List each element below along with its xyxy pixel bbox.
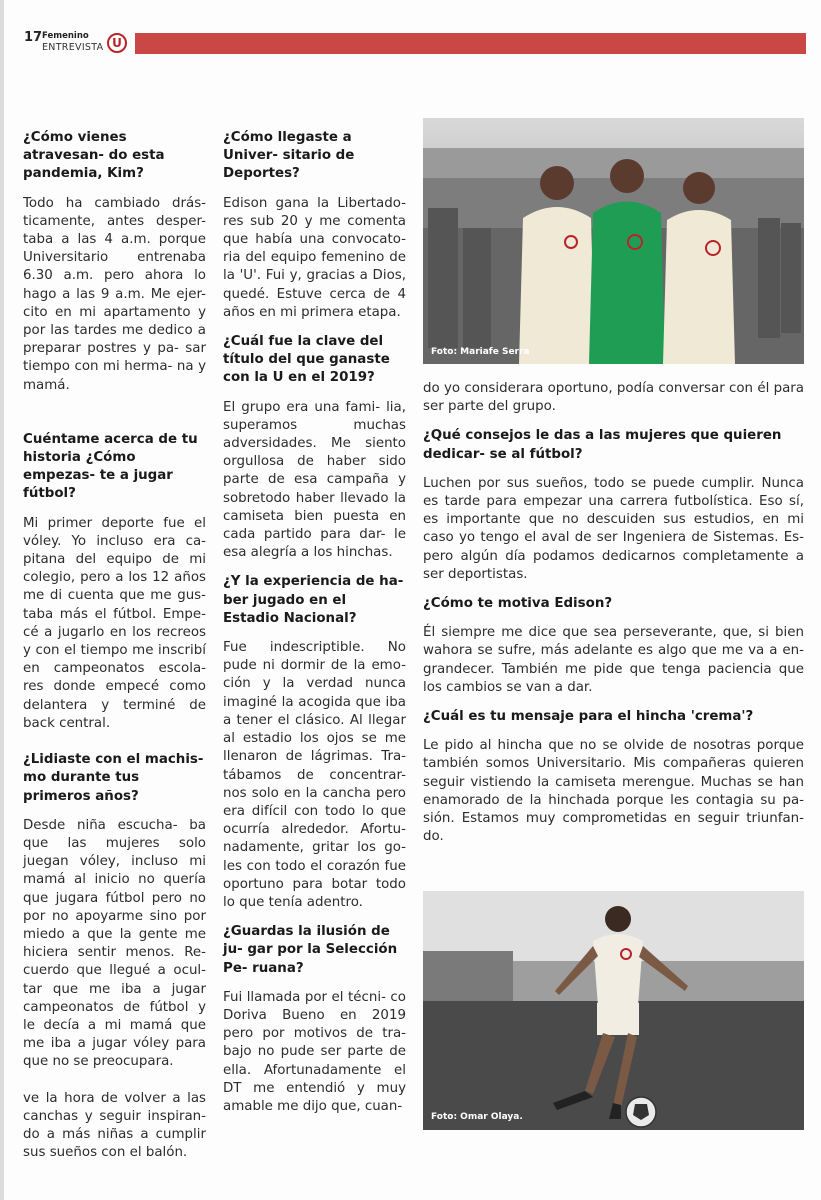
question-heading: ¿Cuál es tu mensaje para el hincha 'crema'? bbox=[423, 709, 754, 725]
column-1 bbox=[23, 129, 206, 1162]
club-logo-icon: U bbox=[107, 33, 127, 53]
photo-credit: Foto: Omar Olaya. bbox=[431, 1112, 523, 1122]
answer-paragraph: Todo ha cambiado drás- ticamente, antes desper- taba a las 4 a.m. porque Universitario entrenaba 6.30 a.m. pero ahora lo hago a las 9 a.m. Me ejer- cito en mi apartamento y por las tardes me dedico a preparar postres y pa- sar tiempo con mi herma- na y mamá. bbox=[23, 195, 206, 393]
section-label: Femenino bbox=[42, 31, 89, 41]
question-heading: ¿Lidiaste con el machis- mo durante tus primeros años? bbox=[23, 752, 204, 804]
answer-paragraph: ve la hora de volver a las canchas y seguir inspiran- do a más niñas a cumplir sus sueños con el balón. bbox=[23, 1090, 206, 1161]
answer-paragraph: El grupo era una fami- lia, superamos muchas adversidades. Me siento orgullosa de haber sido parte de esa campaña y sobretodo haber llevado la camiseta bien puesta en cada partido para dar- le esa alegría a los hinchas. bbox=[223, 399, 406, 561]
player-photo-image bbox=[423, 891, 804, 1130]
question-heading: ¿Qué consejos le das a las mujeres que quieren dedicar- se al fútbol? bbox=[423, 428, 782, 462]
question-heading: ¿Cuál fue la clave del título del que ganaste con la U en el 2019? bbox=[223, 334, 390, 386]
column-3 bbox=[423, 380, 804, 846]
answer-paragraph: Fue indescriptible. No pude ni dormir de la emo- ción y la verdad nunca imaginé la acogida que iba a tener el clásico. Al llegar al estadio los ojos se me llenaron de lágrimas. Tra- tábamos de concentrar- nos solo en la cancha pero era difícil con todo lo que ocurría alrededor. Afortu- nadamente, gritar los go- les con todo el corazón fue oportuno para botar todo lo que tenía adentro. bbox=[223, 640, 406, 910]
answer-paragraph: Edison gana la Libertado- res sub 20 y me comenta que había una convocato- ria del equipo femenino de la 'U'. Fui y, gracias a Dios, quedé. Estuve cerca de 4 años en mi primera etapa. bbox=[223, 195, 406, 320]
question-heading: ¿Cómo te motiva Edison? bbox=[423, 596, 613, 612]
page-number: 17 bbox=[24, 30, 43, 45]
team-photo-image bbox=[423, 118, 804, 364]
question-heading: ¿Y la experiencia de ha- ber jugado en el Estadio Nacional? bbox=[223, 574, 404, 626]
answer-paragraph: do yo considerara oportuno, podía conversar con él para ser parte del grupo. bbox=[423, 381, 804, 415]
answer-paragraph: Fui llamada por el técni- co Doriva Bueno en 2019 pero por motivos de tra- bajo no pude ser parte de ella. Afortunadamente el DT me entendió y muy amable me dijo que, cuan- bbox=[223, 989, 406, 1114]
answer-paragraph: Luchen por sus sueños, todo se puede cumplir. Nunca es tarde para empezar una carrera futbolística. Eso sí, es importante que no descuiden sus estudios, en mi caso yo tengo el aval de ser Ingeniera de Sistemas. Es- pero algún día podamos dedicarnos completamente a ser deportistas. bbox=[423, 475, 804, 582]
answer-paragraph: Desde niña escucha- ba que las mujeres solo juegan vóley, incluso mi mamá al inicio no quería que jugara fútbol pero no por no apoyarme sino por miedo a que la gente me hiciera sentir menos. Re- cuerdo que llegué a ocul- tar que me iba a jugar campeonatos de fútbol y le decía a mi mamá que me iba a jugar vóley para que no se preocupara. bbox=[23, 817, 206, 1070]
player-photo bbox=[423, 891, 804, 1130]
answer-paragraph: Él siempre me dice que sea perseverante, que, si bien wahora se sufre, más adelante es algo que me va a en- grandecer. También me pide que tenga paciencia que los cambios se van a dar. bbox=[423, 625, 804, 695]
question-heading: Cuéntame acerca de tu historia ¿Cómo empezas- te a jugar fútbol? bbox=[23, 431, 198, 502]
subsection-label: ENTREVISTA bbox=[42, 42, 104, 53]
answer-paragraph: Mi primer deporte fue el vóley. Yo incluso era ca- pitana del equipo de mi colegio, pero a los 12 años me di cuenta que me gus- taba más el fútbol. Empe- cé a jugarlo en los recreos y con el tiempo me inscribí en campeonatos escola- res donde empecé como delantera y terminé de back central. bbox=[23, 515, 206, 731]
answer-paragraph: Le pido al hincha que no se olvide de nosotras porque también somos Universitario. Mis compañeras quieren seguir vistiendo la camiseta merengue. Muchas se han enamorado de la hinchada porque les contagia su pa- sión. Estamos muy comprometidas en seguir triunfan- do. bbox=[423, 738, 804, 845]
team-photo bbox=[423, 118, 804, 364]
question-heading: ¿Cómo llegaste a Univer- sitario de Deportes? bbox=[223, 130, 355, 182]
header-bar bbox=[135, 33, 806, 54]
question-heading: ¿Cómo vienes atravesan- do esta pandemia, Kim? bbox=[23, 130, 165, 182]
photo-credit: Foto: Mariafe Serra bbox=[431, 347, 530, 357]
question-heading: ¿Guardas la ilusión de ju- gar por la Selección Pe- ruana? bbox=[223, 924, 398, 976]
column-2 bbox=[223, 129, 406, 1116]
